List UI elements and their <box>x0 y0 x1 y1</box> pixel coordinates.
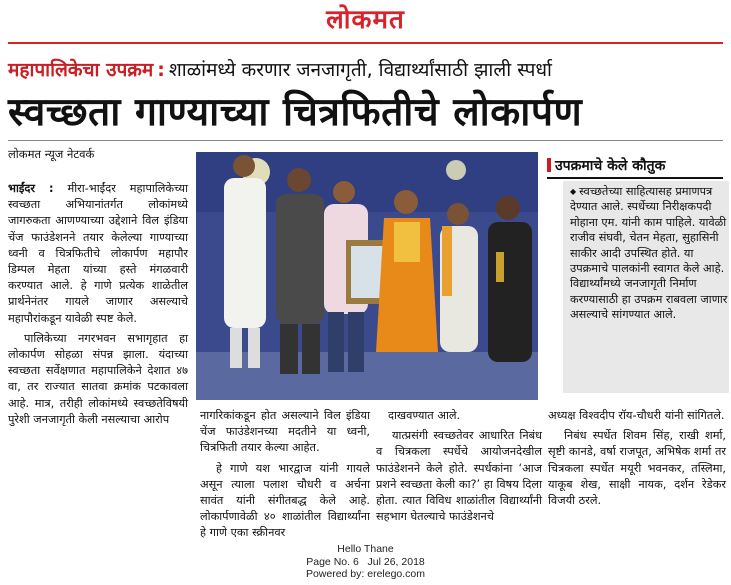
lokmat-logo[interactable]: लोकमत <box>326 5 405 35</box>
masthead-rule <box>8 42 723 44</box>
sidebar-text <box>570 184 728 323</box>
kicker-line <box>8 56 552 82</box>
article-column-3 <box>376 408 542 525</box>
paragraph <box>8 181 188 327</box>
footer <box>0 543 731 581</box>
paragraph: पालिकेच्या नगरभवन सभागृहात हा लोकार्पण सोहळा संपन्न झाला. यंदाच्या स्वच्छता सर्वेक्षणात महापालिकेने देशात ४७ वा, तर राज्यात सातवा क्रमांक पटकावला आहे. मात्र, तरीही लोकांमध्ये स्वच्छतेविषयी पुरेशी जनजागृती केली नसल्याचा आरोप <box>8 331 188 426</box>
dateline-separator: : <box>49 182 54 195</box>
footer-publication: Hello Thane <box>337 543 394 555</box>
article-column-4 <box>548 408 726 509</box>
diamond-bullet-icon: ◆ <box>570 187 577 196</box>
article-column-2 <box>200 408 370 542</box>
paragraph: दाखवण्यात आले. <box>388 409 461 422</box>
headline-rule <box>8 140 723 141</box>
paragraph: निबंध स्पर्धेत शिवम सिंह, राखी शर्मा, सृष्टी कानडे, वर्षा राजपूत, अभिषेक शर्मा तर चित्रकला स्पर्धेत मयूरी भवनकर, तस्लिमा, याकूब शेख, साक्षी नायक, दर्शन रेडेकर विजयी ठरले. <box>548 429 726 508</box>
event-photo <box>196 152 538 400</box>
paragraph: नागरिकांकडून होत असल्याने विल इंडिया चेंज फाउंडेशनच्या मदतीने या ध्वनी, चित्रफिती तयार केल्या आहेत. <box>200 409 370 455</box>
paragraph-text: मीरा-भाईंदर महापालिकेच्या स्वच्छता अभियानांतर्गत लोकांमध्ये जागरुकता आणण्याच्या उद्देशाने विल इंडिया चेंज फाउंडेशनने तयार केलेल्या गाण्याच्या ध्वनी व चित्रफितीचे लोकार्पण महापौर डिम्पल मेहता यांच्या हस्ते मंगळवारी करण्यात आले. हे गाणे प्रत्येक शाळेतील प्रार्थनेनंतर गायले जाणार असल्याचे महापौरांकडून यावेळी स्पष्ट केले. <box>8 182 189 325</box>
sidebar-body: स्वच्छतेच्या साहित्यासह प्रमाणपत्र देण्यात आले. स्पर्धेच्या निरीक्षकपदी मोहाना एम. यांनी काम पाहिले. यावेळी राजीव संघवी, चेतन मेहता, सुहासिनी साकीर आदी उपस्थित होते. या उपक्रमाचे पालकांनी स्वागत केले आहे. विद्यार्थ्यांमध्ये जनजागृती निर्माण करण्यासाठी हा उपक्रम राबवला जाणार असल्याचे सांगण्यात आले. <box>570 185 728 322</box>
footer-page-date: Page No. 6 Jul 26, 2018 <box>306 555 425 568</box>
dateline: भाईंदर <box>8 182 36 195</box>
article-column-1 <box>8 181 188 428</box>
sidebar-title: उपक्रमाचे केले कौतुक <box>547 156 723 179</box>
photo-illustration <box>196 152 538 400</box>
masthead <box>0 0 731 40</box>
paragraph: अध्यक्ष विश्वदीप रॉय-चौधरी यांनी सांगितले. <box>548 409 725 422</box>
paragraph: यात्प्रसंगी स्वच्छतेवर आधारित निबंध व चित्रकला स्पर्धेचे आयोजनदेखील फाउंडेशनने केले होते. स्पर्धकांना ‘आज प्रशने स्वच्छता केली का?’ हा विषय दिला होता. त्यात विविध शाळांतील विद्यार्थ्यांनी सहभाग घेतल्याचे फाउंडेशनचे <box>376 429 542 524</box>
byline: लोकमत न्यूज नेटवर्क <box>8 147 95 161</box>
footer-powered-by[interactable]: Powered by: erelego.com <box>305 568 426 580</box>
kicker-tag: महापालिकेचा उपक्रम <box>8 59 154 81</box>
kicker-separator: : <box>157 59 165 81</box>
headline: स्वच्छता गाण्याच्या चित्रफितीचे लोकार्पण <box>8 90 583 135</box>
paragraph: हे गाणे यश भारद्वाज यांनी गायले असून त्याला पलाश चौधरी व अर्चना सावंत यांनी संगीतबद्ध केले आहे. लोकार्पणावेळी ४० शाळांतील विद्यार्थ्यांना हे गाणे एका स्क्रीनवर <box>200 461 370 540</box>
kicker-text: शाळांमध्ये करणार जनजागृती, विद्यार्थ्यांसाठी झाली स्पर्धा <box>168 59 552 81</box>
